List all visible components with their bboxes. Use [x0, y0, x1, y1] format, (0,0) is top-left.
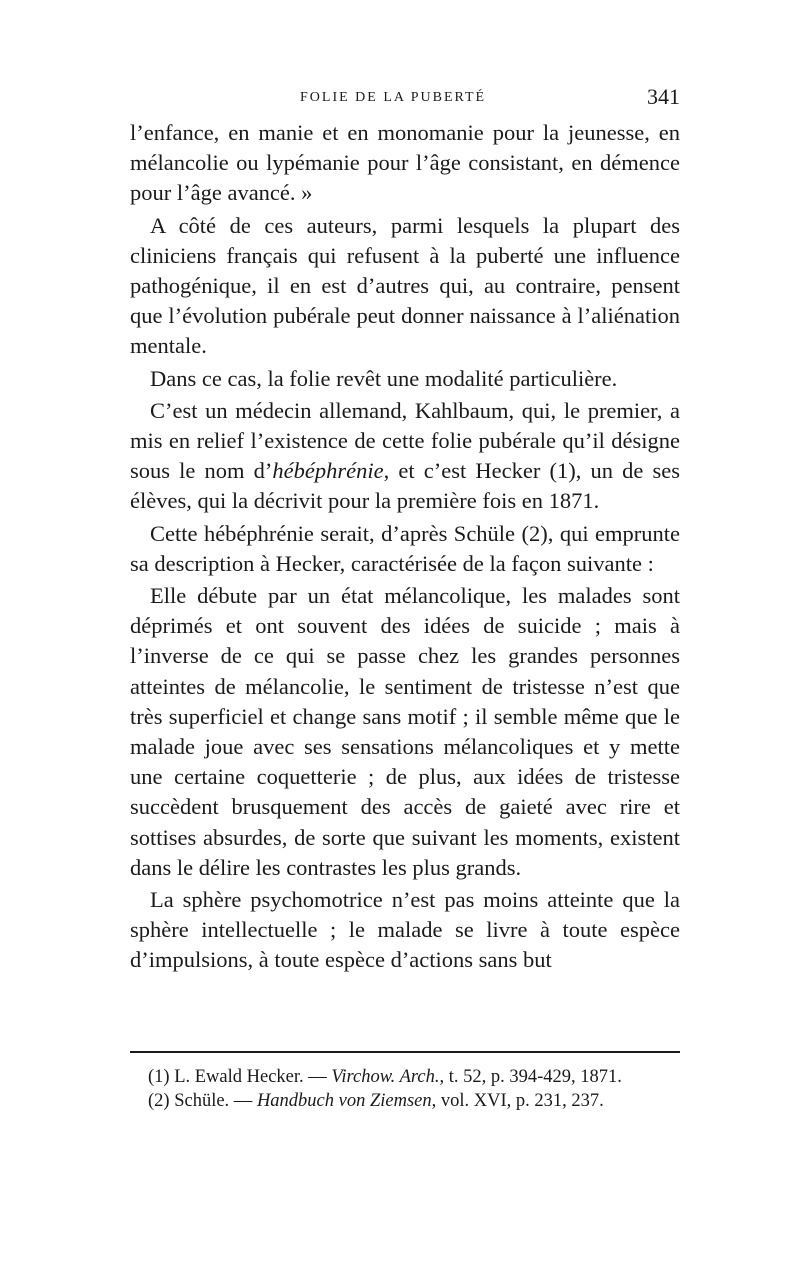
footnote-2-rest: , vol. XVI, p. 231, 237.: [431, 1091, 604, 1111]
paragraph-4-text-a: C’est un médecin allemand, Kahlbaum, qui, le premier, a mis en relief l’existence de cette folie pubérale qu’il désigne sous le nom d’: [130, 397, 680, 484]
hebephrenie-term: hébéphrénie: [272, 458, 384, 484]
running-title: FOLIE DE LA PUBERTÉ: [300, 90, 487, 105]
paragraph-7: La sphère psychomotrice n’est pas moins atteinte que la sphère intellectuelle ; le malade se livre à toute espèce d’impulsions, à toute espèce d’actions sans but: [130, 887, 680, 973]
paragraph-1: l’enfance, en manie et en monomanie pour la jeunesse, en mélancolie ou lypémanie pour l’âge consistant, en démence pour l’âge avancé. »: [130, 120, 680, 206]
footnote-1-author: L. Ewald Hecker. —: [174, 1067, 332, 1087]
footnote-1: [130, 1066, 680, 1088]
footnotes: [130, 1066, 680, 1114]
paragraph-6: Elle débute par un état mélancolique, les malades sont déprimés et ont souvent des idées de suicide ; mais à l’inverse de ce qui se passe chez les grandes personnes atteintes de mélancolie, le sentiment de tristesse n’est que très superficiel et change sans motif ; il semble même que le malade joue avec ses sensations mélancoliques et y mette une certaine coquetterie ; de plus, aux idées de tristesse succèdent brusquement des accès de gaieté avec rire et sottises absurdes, de sorte que suivant les moments, existent dans le délire les contrastes les plus grands.: [130, 583, 680, 880]
footnote-1-journal: Virchow. Arch.: [331, 1067, 440, 1087]
body-text: [130, 118, 680, 976]
paragraph-5: Cette hébéphrénie serait, d’après Schüle (2), qui emprunte sa description à Hecker, caractérisée de la façon suivante :: [130, 520, 680, 576]
footnote-2: [130, 1090, 680, 1112]
paragraph-4: [130, 396, 680, 517]
footnote-2-work: Handbuch von Ziemsen: [256, 1091, 432, 1111]
page-number: 341: [647, 84, 680, 109]
paragraph-3: Dans ce cas, la folie revêt une modalité particulière.: [150, 365, 618, 391]
footnote-divider: [130, 1051, 680, 1053]
footnote-2-author: Schüle. —: [174, 1091, 257, 1111]
paragraph-4-text-b: , et c’est Hecker (1), un de ses élèves, qui la décrivit pour la première fois en 1871.: [130, 458, 680, 514]
paragraph-2: A côté de ces auteurs, parmi lesquels la plupart des cliniciens français qui refusent à la puberté une influence pathogénique, il en est d’autres qui, au contraire, pensent que l’évolution pubérale peut donner naissance à l’aliénation mentale.: [130, 212, 680, 359]
page-header: [130, 84, 680, 114]
footnote-2-marker: (2): [148, 1091, 170, 1111]
footnote-1-marker: (1): [148, 1067, 170, 1087]
footnote-1-rest: , t. 52, p. 394-429, 1871.: [439, 1067, 622, 1087]
